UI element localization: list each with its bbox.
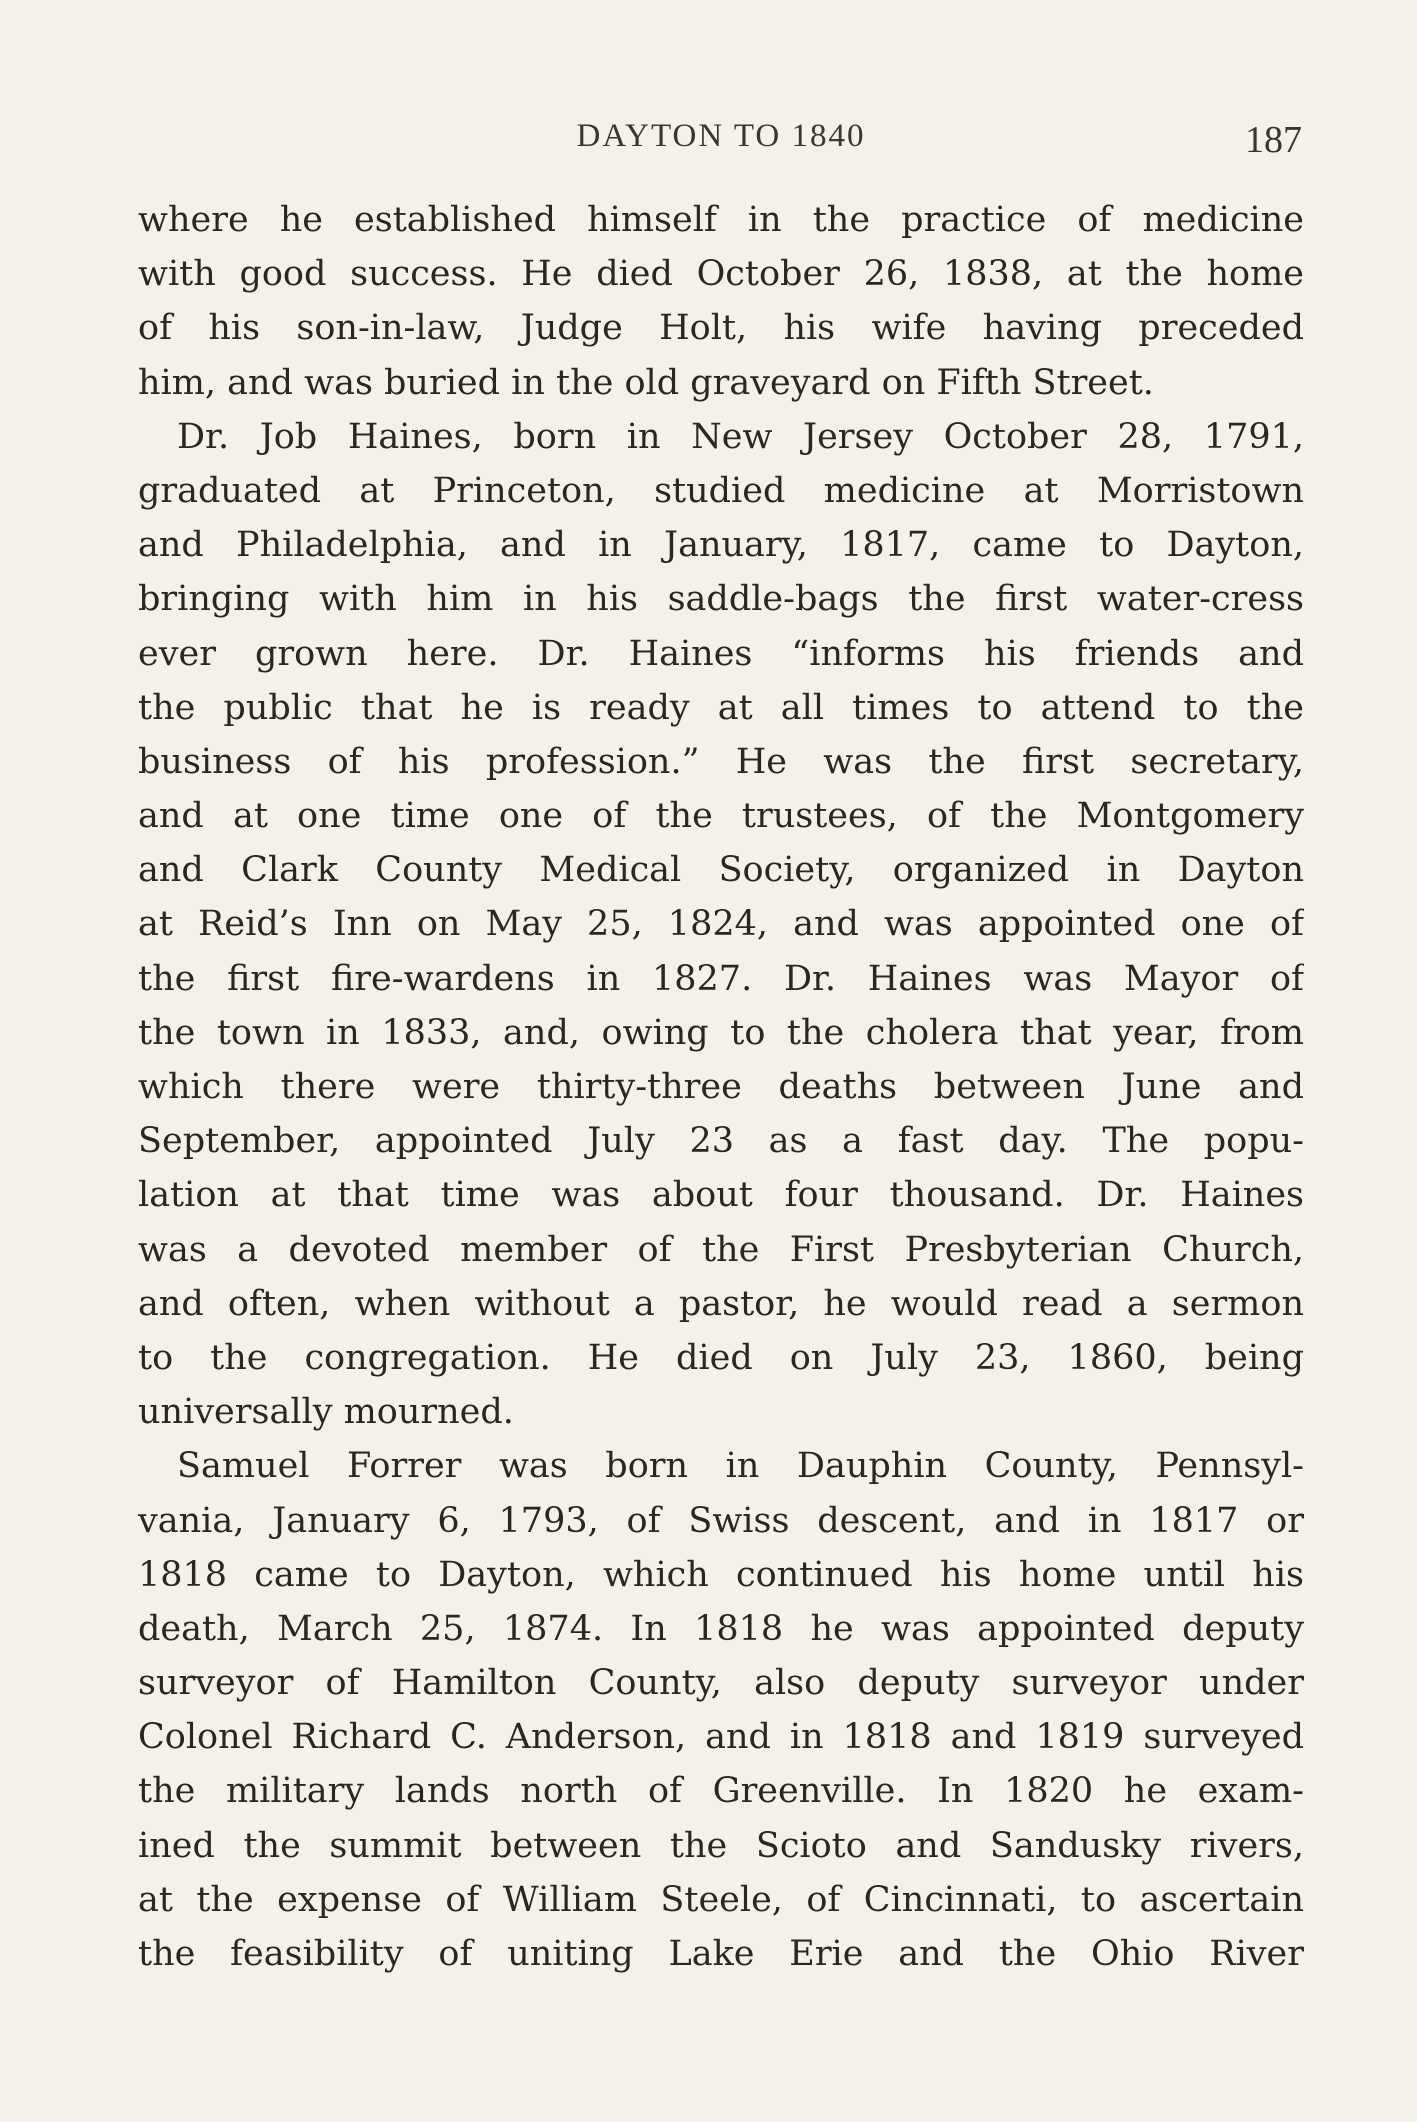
text-line: the feasibility of uniting Lake Erie and the Ohio River: [138, 1934, 1304, 1974]
text-line: at the expense of William Steele, of Cincinnati, to ascertain: [138, 1879, 1304, 1920]
running-head: [140, 118, 1302, 168]
text-line: 1818 came to Dayton, which continued his home until his: [138, 1554, 1304, 1595]
text-line: and Philadelphia, and in January, 1817, came to Dayton,: [138, 525, 1304, 566]
text-line: the public that he is ready at all times to attend to the: [138, 687, 1304, 728]
text-line: with good success. He died October 26, 1838, at the home: [138, 254, 1304, 295]
text-line: was a devoted member of the First Presbyterian Church,: [138, 1229, 1304, 1270]
text-line: the first fire-wardens in 1827. Dr. Haines was Mayor of: [138, 958, 1304, 999]
text-line: Colonel Richard C. Anderson, and in 1818 and 1819 surveyed: [138, 1717, 1304, 1758]
text-line: the military lands north of Greenville. In 1820 he exam-: [138, 1771, 1304, 1812]
text-line: at Reid’s Inn on May 25, 1824, and was appointed one of: [138, 904, 1304, 945]
text-line: September, appointed July 23 as a fast day. The popu-: [138, 1121, 1304, 1162]
text-line: ever grown here. Dr. Haines “informs his friends and: [138, 633, 1304, 674]
running-title: DAYTON TO 1840: [576, 118, 866, 154]
text-line: lation at that time was about four thousand. Dr. Haines: [138, 1175, 1304, 1216]
text-line: and often, when without a pastor, he would read a sermon: [138, 1283, 1304, 1324]
paragraph-start-line: Dr. Job Haines, born in New Jersey October 28, 1791,: [177, 416, 1304, 457]
text-line: graduated at Princeton, studied medicine at Morristown: [138, 470, 1304, 511]
text-line: vania, January 6, 1793, of Swiss descent, and in 1817 or: [138, 1500, 1304, 1541]
text-line: which there were thirty-three deaths between June and: [138, 1067, 1304, 1107]
text-line: bringing with him in his saddle-bags the first water-cress: [138, 579, 1304, 620]
text-line: the town in 1833, and, owing to the cholera that year, from: [138, 1012, 1304, 1053]
text-line: business of his profession.” He was the first secretary,: [138, 741, 1304, 782]
text-line: of his son-in-law, Judge Holt, his wife having preceded: [138, 308, 1304, 349]
paragraph-start-line: Samuel Forrer was born in Dauphin County, Pennsyl-: [177, 1446, 1304, 1487]
text-line: him, and was buried in the old graveyard on Fifth Street.: [138, 362, 1154, 403]
text-line: where he established himself in the practice of medicine: [138, 200, 1304, 240]
text-line: and Clark County Medical Society, organized in Dayton: [138, 850, 1304, 891]
text-line: to the congregation. He died on July 23, 1860, being: [138, 1337, 1304, 1378]
text-line: death, March 25, 1874. In 1818 he was appointed deputy: [138, 1608, 1304, 1649]
text-line: universally mourned.: [138, 1392, 514, 1433]
text-line: ined the summit between the Scioto and Sandusky rivers,: [138, 1825, 1304, 1866]
page-number: 187: [1245, 119, 1302, 161]
body-text: [138, 193, 1304, 1981]
text-line: surveyor of Hamilton County, also deputy surveyor under: [138, 1663, 1304, 1704]
text-line: and at one time one of the trustees, of the Montgomery: [138, 796, 1304, 837]
